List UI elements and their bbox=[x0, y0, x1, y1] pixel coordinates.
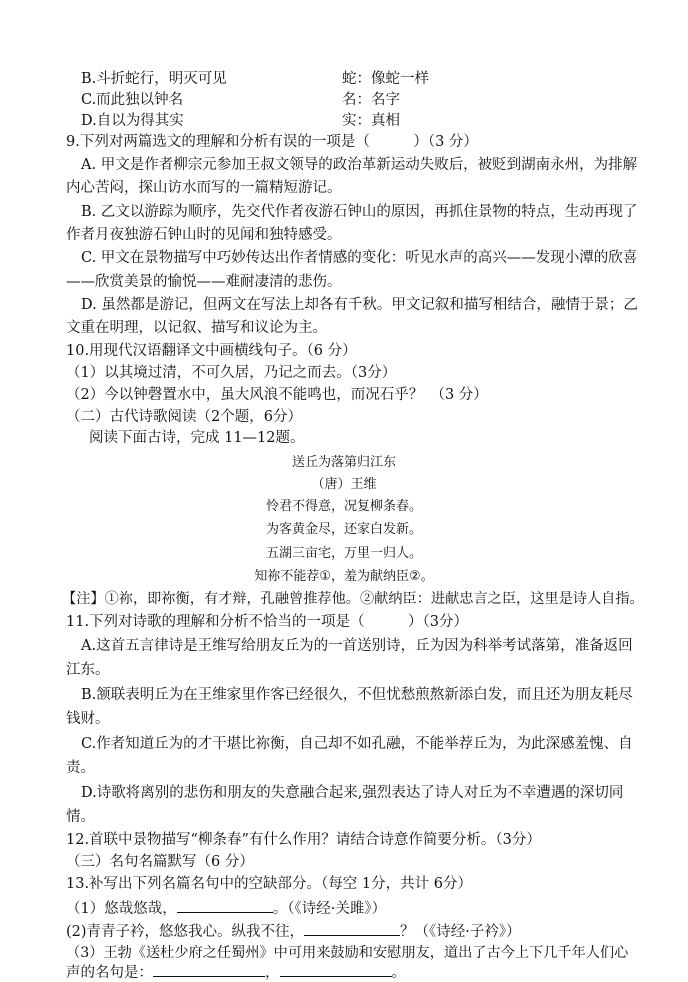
poem-line-1: 怜君不得意，况复柳条春。 bbox=[265, 499, 422, 514]
question-13: 13.补写出下列名篇名句中的空缺部分。（每空 1分，共计 6分） bbox=[66, 876, 472, 892]
q9-option-c-line1: C. 甲文在景物描写中巧妙传达出作者情感的变化：听见水声的高兴——发现小潭的欣喜 bbox=[81, 250, 638, 266]
q10-part-1: （1）以其境过清，不可久居，乃记之而去。（3分） bbox=[66, 365, 397, 381]
q9-option-c-line2: ——欣赏美景的愉悦——难耐凄清的悲伤。 bbox=[66, 274, 342, 290]
q9-option-a-line2: 内心苦闷，探山访水而写的一篇精短游记。 bbox=[66, 180, 342, 196]
poem-instruction: 阅读下面古诗，完成 11—12题。 bbox=[89, 430, 305, 446]
q13-blank-4[interactable] bbox=[280, 962, 392, 977]
q13-item-3-suffix: 。 bbox=[391, 965, 406, 981]
q11-option-b-line2: 钱财。 bbox=[66, 711, 110, 727]
q13-item-3-line2 bbox=[66, 962, 406, 982]
poem-title: 送丘为落第归江东 bbox=[291, 455, 396, 470]
poem-author: （唐）王维 bbox=[311, 477, 377, 492]
q13-blank-2[interactable] bbox=[304, 921, 400, 936]
q9-option-b-line1: B. 乙文以游踪为顺序，先交代作者夜游石钟山的原因，再抓住景物的特点，生动再现了 bbox=[81, 204, 638, 220]
option-b-sentence: B.斗折蛇行，明灭可见 bbox=[81, 71, 227, 87]
q9-option-b-line2: 作者月夜独游石钟山时的见闻和独特感受。 bbox=[66, 227, 342, 243]
q13-item-3-prefix: 声的名句是： bbox=[66, 965, 153, 981]
option-b-meaning: 蛇：像蛇一样 bbox=[342, 71, 429, 87]
poem-notes: 【注】①祢，即祢衡，有才辩，孔融曾推荐他。②献纳臣：进献忠言之臣，这里是诗人自指。 bbox=[62, 591, 644, 607]
poem-line-3: 五湖三亩宅，万里一归人。 bbox=[265, 546, 422, 561]
q13-item-1-suffix: 。（《诗经·关雎》） bbox=[272, 901, 387, 917]
option-c-meaning: 名：名字 bbox=[342, 92, 400, 108]
q13-blank-3[interactable] bbox=[153, 962, 265, 977]
section-3-heading: （三）名句名篇默写（6 分） bbox=[66, 854, 254, 870]
q13-blank-1[interactable] bbox=[177, 898, 273, 913]
q11-option-d-line2: 情。 bbox=[66, 809, 95, 825]
q11-option-a-line2: 江东。 bbox=[66, 662, 110, 678]
question-12: 12.首联中景物描写“柳条春”有什么作用？请结合诗意作简要分析。（3分） bbox=[66, 832, 541, 848]
option-c-sentence: C.而此独以钟名 bbox=[81, 92, 184, 108]
poem-line-4: 知祢不能荐①，羞为献纳臣②。 bbox=[254, 569, 434, 584]
q11-option-d-line1: D.诗歌将离别的悲伤和朋友的失意融合起来,强烈表达了诗人对丘为不幸遭遇的深切同 bbox=[81, 785, 624, 801]
q11-option-c-line1: C.作者知道丘为的才干堪比祢衡，自己却不如孔融，不能举荐丘为，为此深感羞愧、自 bbox=[81, 736, 633, 752]
poem-line-2: 为客黄金尽，还家白发新。 bbox=[265, 522, 422, 537]
question-9: 9.下列对两篇选文的理解和分析有误的一项是（ ）（3 分） bbox=[66, 134, 478, 150]
question-11: 11.下列对诗歌的理解和分析不恰当的一项是（ ）（3分） bbox=[66, 614, 469, 630]
q9-option-d-line2: 文重在明理，以记叙、描写和议论为主。 bbox=[66, 320, 327, 336]
q13-item-1-prefix: （1）悠哉悠哉， bbox=[66, 901, 177, 917]
q9-option-d-line1: D. 虽然都是游记，但两文在写法上却各有千秋。甲文记叙和描写相结合，融情于景；乙 bbox=[81, 297, 638, 313]
q13-item-2 bbox=[66, 921, 521, 941]
q13-item-3-line1: （3）王勃《送杜少府之任蜀州》中可用来鼓励和安慰朋友，道出了古今上下几千年人们心 bbox=[66, 945, 629, 961]
q13-item-1 bbox=[66, 898, 386, 918]
q10-part-2: （2）今以钟磬置水中，虽大风浪不能鸣也，而况石乎？ （3 分） bbox=[66, 387, 488, 403]
q11-option-c-line2: 责。 bbox=[66, 760, 95, 776]
option-d-sentence: D.自以为得其实 bbox=[81, 113, 184, 129]
q13-item-2-suffix: ？（《诗经·子衿》） bbox=[400, 924, 521, 940]
q11-option-a-line1: A.这首五言律诗是王维写给朋友丘为的一首送别诗，丘为因为科举考试落第，准备返回 bbox=[81, 638, 633, 654]
option-d-meaning: 实：真相 bbox=[342, 113, 400, 129]
q11-option-b-line1: B.颔联表明丘为在王维家里作客已经很久，不但忧愁煎熬新添白发，而且还为朋友耗尽 bbox=[81, 687, 633, 703]
section-2-heading: （二）古代诗歌阅读（2个题，6分） bbox=[66, 409, 302, 425]
q13-item-2-prefix: (2)青青子衿，悠悠我心。纵我不往， bbox=[66, 924, 305, 940]
q9-option-a-line1: A. 甲文是作者柳宗元参加王叔文领导的政治革新运动失败后，被贬到湖南永州，为排解 bbox=[81, 157, 638, 173]
question-10: 10.用现代汉语翻译文中画横线句子。（6 分） bbox=[66, 343, 357, 359]
q13-item-3-separator: ， bbox=[265, 965, 280, 981]
